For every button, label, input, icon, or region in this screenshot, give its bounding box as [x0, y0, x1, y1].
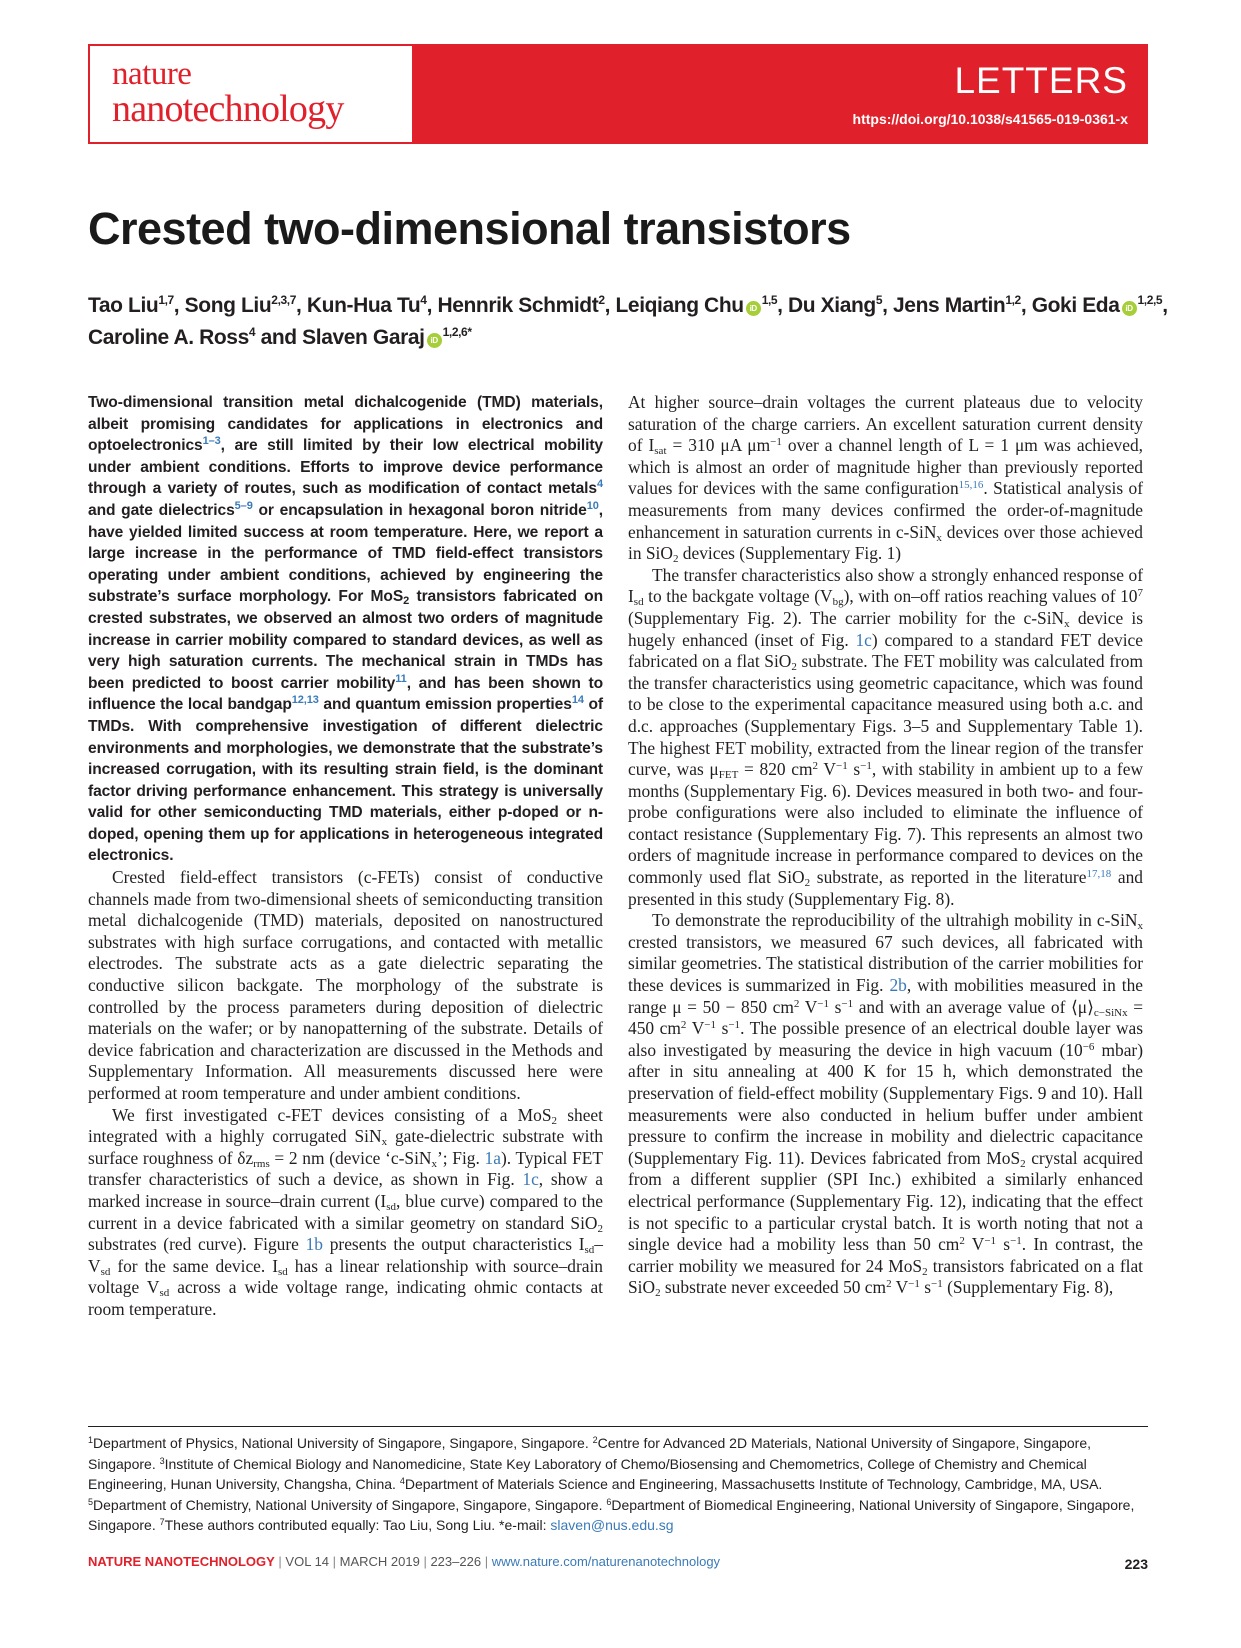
author-list: Tao Liu$^{1,7}$, Song Liu$^{2,3,7}$, Kun-Hua Tu$^4$, Hennrik Schmidt$^2$, Leiqiang Chu iD$^{1,5}$, Du Xiang$^5$, Jens Martin$^{1,2}$, Goki Eda iD$^{1,2,5}$, Caroline A. Ross$^4$ and Slaven Garaj $iD^{1,2,6*}$ — [88, 293, 1168, 349]
superscript: −1 — [704, 1019, 716, 1032]
affiliation-number: 2 — [592, 1435, 598, 1445]
subscript: sd — [278, 1265, 288, 1278]
doi-link[interactable]: https://doi.org/10.1038/s41565-019-0361-x — [852, 111, 1128, 127]
subscript: x — [431, 1157, 437, 1170]
footer-pages: 223–226 — [430, 1554, 482, 1569]
affiliation-number: 1 — [88, 1435, 94, 1445]
subscript: x — [1064, 617, 1070, 630]
author-affiliation-number: 2,3,7 — [271, 293, 296, 307]
orcid-icon[interactable]: iD — [746, 301, 761, 316]
figure-link[interactable]: 1c — [522, 1169, 539, 1190]
subscript: 2 — [597, 1222, 603, 1235]
subscript: FET — [718, 769, 739, 782]
orcid-icon[interactable]: iD — [1122, 301, 1137, 316]
reference-citation[interactable]: 10 — [586, 499, 599, 512]
reference-citation[interactable]: 4 — [596, 478, 603, 491]
logo-word-nature: nature — [112, 56, 192, 92]
affiliation-text: Centre for Advanced 2D Materials, National University of Singapore, Singapore, Singapore. — [88, 1435, 1092, 1472]
logo-word-nanotechnology: nanotechnology — [112, 88, 344, 130]
affiliation-text: Department of Chemistry, National University of Singapore, Singapore, Singapore. — [93, 1496, 607, 1513]
journal-banner — [88, 44, 1148, 144]
author-affiliation-number: 4 — [420, 293, 427, 307]
subscript: 2 — [403, 595, 410, 608]
right-column — [628, 392, 1143, 1299]
subscript: 2 — [1020, 1157, 1026, 1170]
footer-separator: | — [329, 1554, 340, 1569]
affiliation-text: Department of Biomedical Engineering, National University of Singapore, Singapore, Singapore. — [88, 1496, 1135, 1533]
subscript: x — [936, 531, 942, 544]
left-column — [88, 392, 603, 1321]
superscript: −1 — [770, 436, 782, 449]
footer-date: MARCH 2019 — [339, 1554, 420, 1569]
superscript: −1 — [728, 1019, 741, 1032]
author-name[interactable]: Jens Martin — [893, 294, 1006, 317]
affiliation-divider — [88, 1426, 1148, 1427]
subscript: 2 — [922, 1265, 928, 1278]
author-affiliation-number: 1,2,5 — [1137, 293, 1163, 307]
superscript: 2 — [959, 1235, 965, 1248]
reference-citation[interactable]: 14 — [571, 694, 584, 707]
subscript: sat — [654, 445, 667, 458]
author-name[interactable]: Song Liu — [184, 294, 272, 317]
subscript: sd — [584, 1244, 595, 1257]
author-name[interactable]: Hennrik Schmidt — [437, 294, 599, 317]
subscript: sd — [100, 1265, 111, 1278]
figure-link[interactable]: 1c — [855, 629, 872, 650]
affiliation-number: 3 — [159, 1455, 165, 1466]
subscript: rms — [253, 1157, 270, 1170]
reference-citation[interactable]: 15,16 — [958, 479, 984, 492]
email-link[interactable]: slaven@nus.edu.sg — [550, 1517, 674, 1533]
author-affiliation-number: 5 — [875, 293, 883, 307]
reference-citation[interactable]: 17,18 — [1086, 868, 1112, 881]
affiliation-text: Department of Physics, National University of Singapore, Singapore, Singapore. — [93, 1435, 593, 1451]
body-paragraph: To demonstrate the reproducibility of the ultrahigh mobility in c-SiN$_x$ crested transistors, we measured 67 such devices, all fabricated with similar geometries. The statistical distribution of the carrier mobilities for these devices is summarized in Fig. 2b, with mobilities measured in the range μ = 50 − 850 $cm^2$ $V^{-1}$ $s^{-1}$ and with an average value of $⟨\mu⟩_{c-SiNx} = 450$ $cm^2$ $V^{-1}$ $s^{-1}$. The possible presence of an electrical double layer was also investigated by measuring the device in high vacuum ($10^{-6}$ mbar) after in situ annealing at 400 K for 15 h, which demonstrated the preservation of field-effect mobility (Supplementary Figs. 9 and 10). Hall measurements were also conducted in helium buffer under ambient pressure to confirm the increase in mobility and dielectric capacitance (Supplementary Fig. 11). Devices fabricated from MoS$_2$ crystal acquired from a different supplier (SPI Inc.) exhibited a similarly enhanced electrical performance (Supplementary Fig. 12), indicating that the effect is not specific to a particular crystal batch. It is worth noting that not a single device had a mobility less than 50 $cm^2$ $V^{-1}$ $s^{-1}$. In contrast, the carrier mobility we measured for 24 MoS$_2$ transistors fabricated on a flat SiO$_2$ substrate never exceeded 50 $cm^2$ $V^{-1}$ $s^{-1}$ (Supplementary Fig. 8), — [628, 910, 1144, 1300]
superscript: 2 — [793, 997, 800, 1010]
superscript: −1 — [860, 760, 872, 773]
reference-citation[interactable]: 12,13 — [291, 694, 319, 707]
subscript: bg — [832, 596, 844, 609]
footer-separator: | — [419, 1554, 431, 1569]
reference-citation[interactable]: 5–9 — [234, 499, 253, 512]
figure-link[interactable]: 2b — [889, 975, 907, 996]
affiliation-number: 6 — [606, 1496, 612, 1507]
page-footer — [88, 1555, 720, 1568]
author-affiliation-number: 1,7 — [158, 293, 174, 307]
journal-logo[interactable] — [90, 46, 412, 142]
subscript: x — [381, 1136, 388, 1149]
author-name[interactable]: Goki Eda — [1031, 294, 1120, 317]
affiliation-number: 4 — [399, 1476, 405, 1486]
footer-separator: | — [481, 1554, 492, 1569]
body-paragraph: The transfer characteristics also show a strongly enhanced response of $I_{sd}$ to the backgate voltage $(V_{bg})$, with on–off ratios reaching values of $10^7$ (Supplementary Fig. 2). The carrier mobility for the c-SiN$_x$ device is hugely enhanced (inset of Fig. 1c) compared to a standard FET device fabricated on a flat SiO$_2$ substrate. The FET mobility was calculated from the transfer characteristics using geometric capacitance, which was found to be close to the experimental capacitance measured using both a.c. and d.c. approaches (Supplementary Figs. 3–5 and Supplementary Table 1). The highest FET mobility, extracted from the linear region of the transfer curve, was $\mu_{FET} = 820$ $cm^2$ $V^{-1}$ $s^{-1}$, with stability in ambient up to a few months (Supplementary Fig. 6). Devices measured in both two- and four-probe configurations were also included to eliminate the influence of contact resistance (Supplementary Fig. 7). This represents an almost two orders of magnitude increase in performance compared to devices on the commonly used flat SiO$_2$ substrate, as reported in the literature$^{17,18}$ and presented in this study (Supplementary Fig. 8). — [628, 564, 1143, 909]
orcid-icon[interactable]: iD — [427, 333, 442, 348]
reference-citation[interactable]: 1–3 — [202, 435, 221, 448]
section-label: LETTERS — [954, 60, 1128, 101]
figure-link[interactable]: 1b — [305, 1234, 323, 1255]
footer-volume: VOL 14 — [285, 1554, 330, 1569]
author-name[interactable]: Caroline A. Ross — [88, 326, 249, 349]
superscript: −1 — [835, 760, 848, 773]
body-paragraph: Crested field-effect transistors (c-FETs) consist of conductive channels made from two-dimensional sheets of semiconducting transition metal dichalcogenide (TMD) materials, deposited on nanostructured substrates with high surface corrugations, and contacted with metallic electrodes. The substrate acts as a gate dielectric separating the conductive silicon backgate. The morphology of the substrate is controlled by the process parameters during deposition of dielectric materials on the wafer; or by nanopatterning of the substrate. Details of device fabrication and characterization are discussed in the Methods and Supplementary Information. All measurements discussed here were performed at room temperature and under ambient conditions. — [88, 867, 603, 1103]
superscript: −1 — [817, 997, 829, 1010]
author-name[interactable]: Tao Liu — [88, 294, 159, 317]
affiliation-number: 5 — [88, 1496, 94, 1507]
abstract: Two-dimensional transition metal dichalcogenide (TMD) materials, albeit promising candidates for applications in electronics and optoelectronics$^{1-3}$, are still limited by their low electrical mobility under ambient conditions. Efforts to improve device performance through a variety of routes, such as modification of contact metals$^4$ and gate dielectrics$^{5-9}$ or encapsulation in hexagonal boron nitride$^{10}$, have yielded limited success at room temperature. Here, we report a large increase in the performance of TMD field-effect transistors operating under ambient conditions, achieved by engineering the substrate’s surface morphology. For MoS$_2$ transistors fabricated on crested substrates, we observed an almost two orders of magnitude increase in carrier mobility compared to standard devices, as well as very high saturation currents. The mechanical strain in TMDs has been predicted to boost carrier mobility$^{11}$, and has been shown to influence the local bandgap$^{12,13}$ and quantum emission properties$^{14}$ of TMDs. With comprehensive investigation of different dielectric environments and morphologies, we demonstrate that the substrate’s increased corrugation, with its resulting strain field, is the dominant factor driving performance enhancement. This strategy is universally valid for other semiconducting TMD materials, either p-doped or n-doped, opening them up for applications in heterogeneous integrated electronics. — [88, 394, 603, 865]
subscript: 2 — [551, 1114, 558, 1127]
page-number: 223 — [1124, 1556, 1148, 1572]
figure-link[interactable]: 1a — [484, 1147, 501, 1168]
superscript: 2 — [886, 1278, 892, 1291]
author-affiliation-number: 2 — [598, 293, 605, 307]
article-title: Crested two-dimensional transistors — [88, 203, 851, 254]
body-paragraph: At higher source–drain voltages the current plateaus due to velocity saturation of the charge carriers. An excellent saturation current density of $I_{sat} = 310$ μA $\mu m^{-1}$ over a channel length of L = 1 μm was achieved, which is almost an order of magnitude higher than previously reported values for devices with the same configuration$^{15,16}$. Statistical analysis of measurements from many devices confirmed the order-of-magnitude enhancement in saturation currents in c-SiN$_x$ devices over those achieved in SiO$_2$ devices (Supplementary Fig. 1) — [628, 392, 1143, 566]
subscript: c−SiNx — [1093, 1006, 1128, 1019]
superscript: 7 — [1137, 587, 1143, 600]
author-name[interactable]: Du Xiang — [788, 294, 876, 317]
author-affiliation-number: 1,2,6* — [442, 325, 472, 339]
subscript: 2 — [791, 661, 797, 674]
author-name[interactable]: Leiqiang Chu — [615, 294, 744, 317]
subscript: sd — [386, 1200, 397, 1213]
correspondence-label: *e-mail: — [499, 1517, 551, 1533]
body-paragraph: We first investigated c-FET devices consisting of a MoS$_2$ sheet integrated with a highly corrugated SiN$_x$ gate-dielectric substrate with surface roughness of $\delta z_{rms} = 2$ nm (device ‘c-SiN$_x$’; Fig. 1a). Typical FET transfer characteristics of such a device, as shown in Fig. 1c, show a marked increase in source–drain current ($I_{sd}$, blue curve) compared to the current in a device fabricated with a similar geometry on standard SiO$_2$ substrates (red curve). Figure 1b presents the output characteristics $I_{sd}-V_{sd}$ for the same device. $I_{sd}$ has a linear relationship with source–drain voltage $V_{sd}$ across a wide voltage range, indicating ohmic contacts at room temperature. — [88, 1104, 604, 1319]
superscript: −1 — [931, 1278, 943, 1291]
superscript: −1 — [841, 997, 854, 1010]
author-name[interactable]: Kun-Hua Tu — [306, 294, 421, 317]
affiliation-text: These authors contributed equally: Tao Liu, Song Liu. — [164, 1517, 500, 1533]
superscript: −1 — [908, 1278, 920, 1291]
superscript: −1 — [1010, 1235, 1022, 1248]
subscript: sd — [159, 1287, 170, 1300]
footer-journal-name: NATURE NANOTECHNOLOGY — [88, 1554, 275, 1569]
superscript: 2 — [812, 760, 819, 773]
subscript: x — [1137, 920, 1143, 933]
subscript: sd — [633, 596, 644, 609]
author-name[interactable]: Slaven Garaj — [302, 326, 425, 349]
reference-citation[interactable]: 11 — [395, 672, 407, 685]
superscript: −6 — [1082, 1040, 1095, 1053]
affiliations — [88, 1433, 1148, 1536]
subscript: 2 — [804, 877, 811, 890]
author-affiliation-number: 1,5 — [761, 293, 778, 307]
affiliation-text: Department of Materials Science and Engineering, Massachusetts Institute of Technology, Cambridge, MA, USA. — [404, 1476, 1103, 1492]
author-affiliation-number: 4 — [248, 325, 256, 339]
subscript: 2 — [655, 1287, 661, 1300]
author-affiliation-number: 1,2 — [1005, 293, 1021, 307]
affiliation-text: Institute of Chemical Biology and Nanomedicine, State Key Laboratory of Chemo/Biosensing and Chemometrics, College of Chemistry and Chemical Engineering, Hunan University, Changsha, China. — [88, 1455, 1087, 1492]
superscript: 2 — [680, 1019, 687, 1032]
footer-separator: | — [274, 1554, 286, 1569]
affiliation-number: 7 — [159, 1517, 165, 1527]
footer-journal-url[interactable]: www.nature.com/naturenanotechnology — [491, 1554, 721, 1569]
superscript: −1 — [984, 1235, 997, 1248]
subscript: 2 — [672, 553, 679, 566]
